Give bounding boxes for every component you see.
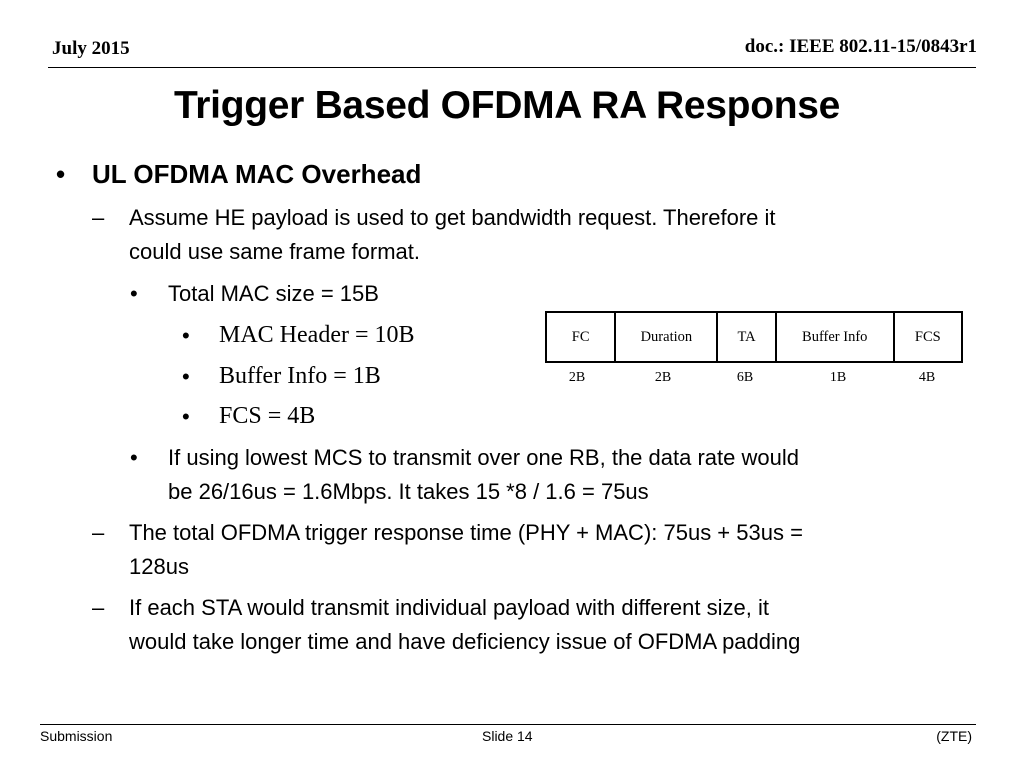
frame-size-duration: 2B xyxy=(654,370,672,385)
sub-bullet-text-2b: be 26/16us = 1.6Mbps. It takes 15 *8 / 1.6 = 75us xyxy=(168,479,649,504)
slide-title: Trigger Based OFDMA RA Response xyxy=(173,84,841,127)
header-divider xyxy=(48,67,976,68)
sub-bullet-text-2a: If using lowest MCS to transmit over one RB, the data rate would xyxy=(168,445,799,470)
dash-bullet: – xyxy=(92,595,105,620)
frame-size-ta: 6B xyxy=(736,370,754,385)
footer-slide-number: Slide 14 xyxy=(482,728,533,744)
dash-text-3a: If each STA would transmit individual payload with different size, it xyxy=(129,595,769,620)
dash-bullet: – xyxy=(92,205,105,230)
frame-size-buffer-info: 1B xyxy=(829,370,847,385)
dash-text-3b: would take longer time and have deficiency issue of OFDMA padding xyxy=(129,629,801,654)
dash-text-2a: The total OFDMA trigger response time (PHY + MAC): 75us + 53us = xyxy=(129,520,803,545)
bullet-heading: UL OFDMA MAC Overhead xyxy=(92,159,422,189)
frame-field-fcs: FCS xyxy=(914,328,941,345)
frame-field-fc: FC xyxy=(547,313,616,361)
third-bullet-text-3: FCS = 4B xyxy=(219,403,316,429)
third-bullet-dot: • xyxy=(182,364,190,389)
sub-bullet-dot: • xyxy=(130,281,138,306)
sub-bullet-text-1: Total MAC size = 15B xyxy=(168,281,379,306)
frame-field-buffer-info: Buffer Info xyxy=(777,313,895,361)
frame-field-sizes xyxy=(545,370,963,388)
third-bullet-text-2: Buffer Info = 1B xyxy=(219,363,381,389)
frame-field-ta: TA xyxy=(718,313,776,361)
footer-submission: Submission xyxy=(40,728,113,744)
header-doc-id: doc.: IEEE 802.11-15/0843r1 xyxy=(744,36,977,57)
dash-text-2b: 128us xyxy=(129,554,189,579)
third-bullet-dot: • xyxy=(182,323,190,348)
frame-size-fcs: 4B xyxy=(918,370,936,385)
dash-text-1b: could use same frame format. xyxy=(129,239,421,264)
footer-divider xyxy=(40,724,976,725)
bullet-dot: • xyxy=(56,159,66,189)
frame-field-duration: Duration xyxy=(616,313,718,361)
frame-size-fc: 2B xyxy=(568,370,586,385)
dash-text-1a: Assume HE payload is used to get bandwidth request. Therefore it xyxy=(129,205,776,230)
dash-bullet: – xyxy=(92,520,105,545)
header-date: July 2015 xyxy=(52,38,130,59)
footer-company: (ZTE) xyxy=(936,728,972,744)
mac-frame-diagram xyxy=(545,311,963,363)
sub-bullet-dot: • xyxy=(130,445,138,470)
third-bullet-text-1: MAC Header = 10B xyxy=(219,322,415,348)
third-bullet-dot: • xyxy=(182,404,190,429)
